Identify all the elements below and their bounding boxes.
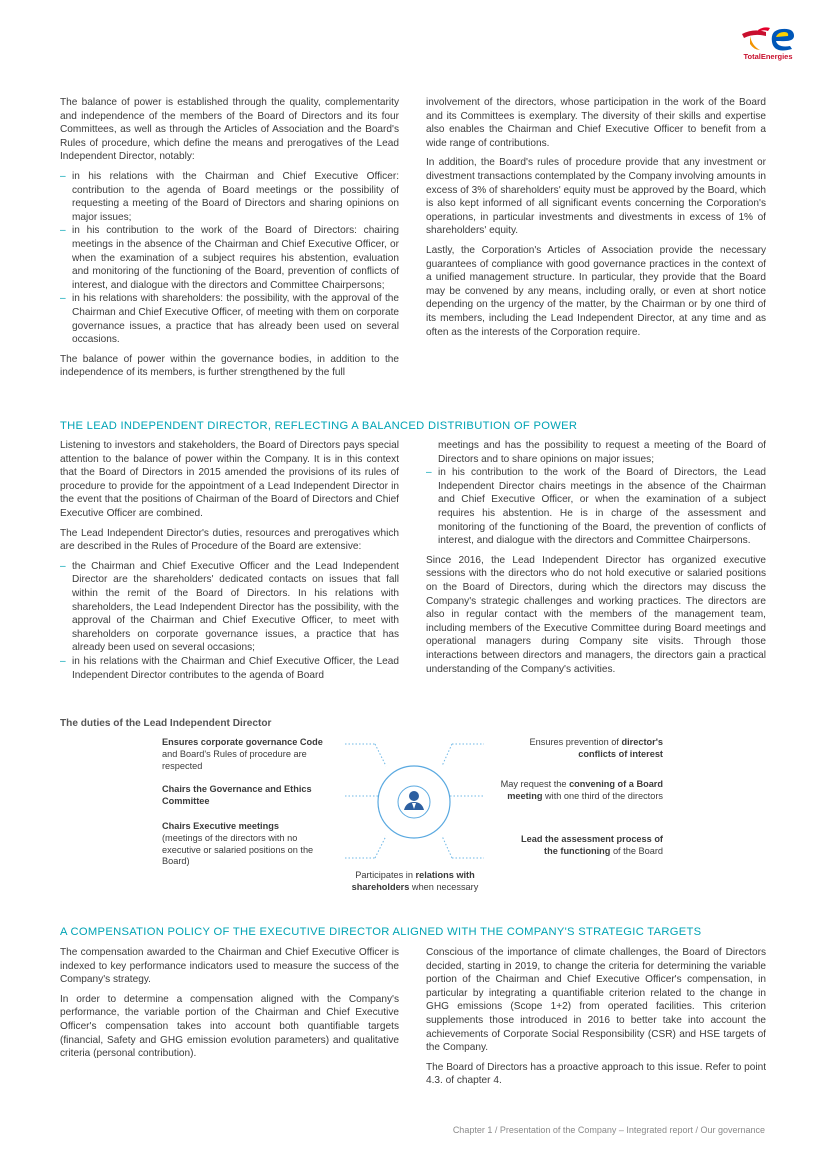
paragraph: The balance of power is established through the quality, complementarity and independence of the members of the Board of Directors and its four Committees, as well as through the Articles of Association and the Board's Rules of procedure, which define the means and prerogatives of the Lead Independent Director, notably: <box>60 97 399 163</box>
section-heading-compensation: A COMPENSATION POLICY OF THE EXECUTIVE DIRECTOR ALIGNED WITH THE COMPANY'S STRATEGIC TARGETS <box>60 926 702 938</box>
duty-shareholder-relations: Participates in relations with shareholders when necessary <box>351 870 479 892</box>
paragraph: Since 2016, the Lead Independent Director has organized executive sessions with the directors who do not hold executive or salaried positions on the Board of Directors, during which the directors may discuss the Company's strategic challenges and working practices. The directors are also in regular contact with the members of the management team, including members of the Executive Committee during Board meetings and operational managers during Company site visits. Through those interactions between directors and managers, the directors gain a practical understanding of the Company's activities. <box>426 554 766 675</box>
list-item: – the Chairman and Chief Executive Officer and the Lead Independent Director are the shareholders' dedicated contacts on issues that fall within the remit of the Board of Directors. In his relations with shareholders, the Lead Independent Director has the possibility, with the approval of the Chairman and Chief Executive Officer, to meet with shareholders on corporate governance issues, a practice that has already been used on several occasions; <box>60 560 399 655</box>
totalenergies-logo <box>736 24 800 68</box>
diagram-title: The duties of the Lead Independent Director <box>60 718 272 729</box>
intro-left-column <box>60 96 399 386</box>
section-heading-lead-director: THE LEAD INDEPENDENT DIRECTOR, REFLECTING A BALANCED DISTRIBUTION OF POWER <box>60 420 578 432</box>
list-item: – in his relations with the Chairman and Chief Executive Officer: contribution to the agenda of Board meetings or the possibility of requesting a meeting of the Board of Directors and sharing opinions on major issues; <box>60 170 399 224</box>
paragraph: In addition, the Board's rules of procedure provide that any investment or divestment transactions contemplated by the Company involving amounts in excess of 3% of shareholders' equity must be approved by the Board, which is also kept informed of all significant events concerning the Corporation's operations, in particular investments and divestments in excess of 1% of shareholders' equity. <box>426 157 767 237</box>
paragraph: The balance of power within the governance bodies, in addition to the independence of its members, is further strengthened by the full <box>60 353 399 379</box>
lead-director-left-column <box>60 439 399 688</box>
paragraph: In order to determine a compensation aligned with the Company's performance, the variable portion of the Chairman and Chief Executive Officer's compensation takes into account both quantifiable targets (financial, Safety and GHG emission evolution parameters) and qualitative criteria (personal contribution). <box>60 993 399 1060</box>
duty-executive-meetings: Chairs Executive meetings (meetings of the directors with no executive or salaried positions on the Board) <box>162 821 314 867</box>
paragraph: The Lead Independent Director's duties, resources and prerogatives which are described in the Rules of Procedure of the Board are extensive: <box>60 527 399 553</box>
list-item: – in his relations with shareholders: the possibility, with the approval of the Chairman and Chief Executive Officer, of meeting with them on corporate governance issues, a practice that has already been used on several occasions. <box>60 292 399 346</box>
logo-wordmark: TotalEnergies <box>743 52 793 61</box>
intro-right-column <box>426 96 766 345</box>
paragraph: The compensation awarded to the Chairman and Chief Executive Officer is indexed to key performance indicators used to measure the success of the Company's strategy. <box>60 947 399 986</box>
list-item: – in his contribution to the work of the Board of Directors: chairing meetings in the absence of the Chairman and Chief Executive Officer, or when the examination of a subject requires his abstention, evaluation and monitoring of the functioning of the Board, prevention of conflicts of interest, and dialogue with the directors and Committee Chairpersons; <box>60 224 399 292</box>
list-item-continuation: meetings and has the possibility to request a meeting of the Board of Directors and to share opinions on major issues; <box>438 440 766 465</box>
compensation-left-column <box>60 946 399 1067</box>
paragraph: Listening to investors and stakeholders, the Board of Directors pays special attention to the balance of power within the Company. It is in this context that the Board of Directors in 2015 amended the provisions of its rules of procedure to provide for the appointment of a Lead Independent Director in the event that the positions of Chairman of the Board of Directors and Chief Executive Officer are combined. <box>60 440 399 519</box>
compensation-right-column <box>426 946 766 1094</box>
duty-convene-board: May request the convening of a Board meeting with one third of the directors <box>500 779 663 801</box>
duty-governance-code: Ensures corporate governance Code and Board's Rules of procedure are respected <box>162 737 323 771</box>
duties-diagram <box>150 732 680 902</box>
paragraph: Lastly, the Corporation's Articles of Association provide the necessary guarantees of compliance with good governance practices in the context of a unified management structure. In particular, they provide that the Board may be convened by any means, including orally, or even at short notice depending on the urgency of the matter, by the Chairman or by one third of its members, including the Lead Independent Director, at any time and as often as the interests of the Corporation require. <box>426 244 766 338</box>
bullet-list <box>60 560 399 682</box>
duty-chairs-committee: Chairs the Governance and Ethics Committee <box>162 784 312 806</box>
lead-director-right-column <box>426 439 766 682</box>
paragraph: The Board of Directors has a proactive approach to this issue. Refer to point 4.3. of chapter 4. <box>426 1061 766 1087</box>
paragraph: Conscious of the importance of climate challenges, the Board of Directors decided, starting in 2019, to change the criteria for determining the variable portion of the Chairman and Chief Executive Officer's compensation, in particular by integrating a quantifiable criterion related to the change in GHG emissions (Scope 1+2) from operated facilities. This criterion supplements those introduced in 2016 to better take into account the achievements of Corporate Social Responsibility (CSR) and HSE targets of the Company. <box>426 947 766 1054</box>
list-item: – in his contribution to the work of the Board of Directors, the Lead Independent Director chairs meetings in the absence of the Chairman and Chief Executive Officer, or when the examination of a subject requires his abstention. He is in charge of the assessment and monitoring of the functioning of the Board, the prevention of conflicts of interest, and dialogue with the directors and Committee Chairpersons. <box>426 466 766 548</box>
paragraph: involvement of the directors, whose participation in the work of the Board and its Committees is exemplary. The diversity of their skills and expertise also enables the Chairman and Chief Executive Officer to benefit from a wide range of contributions. <box>426 97 766 149</box>
duty-assessment-process: Lead the assessment process of the functioning of the Board <box>521 834 663 856</box>
bullet-list <box>60 170 399 347</box>
logo-mark-icon <box>736 24 800 54</box>
bullet-list <box>426 439 766 548</box>
list-item: – in his relations with the Chairman and Chief Executive Officer, the Lead Independent Director contributes to the agenda of Board <box>60 655 399 682</box>
page-footer: Chapter 1 / Presentation of the Company – Integrated report / Our governance <box>452 1125 765 1135</box>
duty-conflicts-of-interest: Ensures prevention of director's conflicts of interest <box>529 737 663 759</box>
